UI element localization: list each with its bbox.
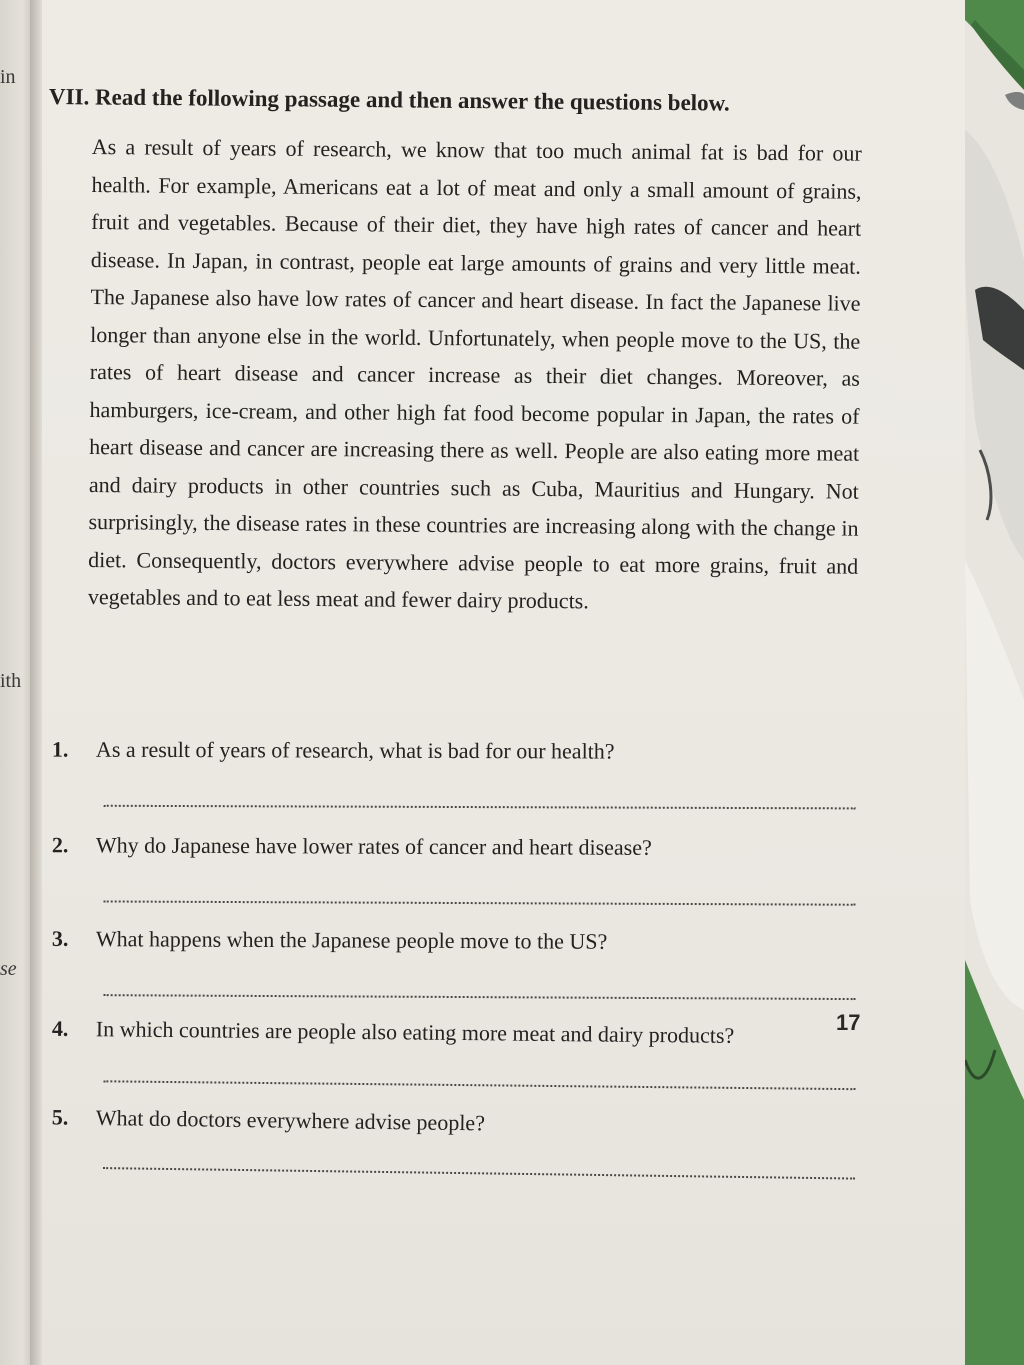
question-number: 2.: [51, 832, 69, 858]
left-page-fragment: se: [0, 958, 17, 980]
question-text: Why do Japanese have lower rates of cancer and heart disease?: [95, 832, 652, 860]
page-number: 17: [836, 1010, 861, 1035]
question-number: 5.: [51, 1104, 69, 1130]
left-page-edge: [0, 0, 32, 1365]
left-page-fragment: ith: [0, 670, 22, 692]
question-text: In which countries are people also eating more meat and dairy products?: [95, 1016, 735, 1048]
question-number: 4.: [51, 1015, 69, 1041]
question-text: As a result of years of research, what is bad for our health?: [95, 736, 615, 764]
question-text: What do doctors everywhere advise people?: [95, 1104, 486, 1136]
question-number: 3.: [51, 925, 69, 951]
left-page-fragment: in: [0, 66, 16, 88]
exercise-heading: VII. Read the following passage and then answer the questions below.: [48, 84, 730, 116]
cartoon-illustration: [965, 0, 1024, 1365]
reading-passage: As a result of years of research, we know that too much animal fat is bad for our health. For example, Americans eat a lot of meat and only a small amount of grains, fruit and vegetables. Because of their diet, they have high rates of cancer and heart disease. In Japan, in contrast, people eat large amounts of grains and very little meat. The Japanese also have low rates of cancer and heart disease. In fact the Japanese live longer than anyone else in the world. Unfortunately, when people move to the US, the rates of heart disease and cancer increase as their diet changes. Moreover, as hamburgers, ice-cream, and other high fat food become popular in Japan, the rates of heart disease and cancer are increasing there as well. People are also eating more meat and dairy products in other countries such as Cuba, Mauritius and Hungary. Not surprisingly, the disease rates in these countries are increasing along with the change in diet. Consequently, doctors everywhere advise people to eat more grains, fruit and vegetables and to eat less meat and fewer dairy products.: [87, 133, 862, 614]
question-text: What happens when the Japanese people move to the US?: [95, 926, 608, 954]
question-number: 1.: [51, 736, 69, 762]
cartoon-illustration-graphic: [965, 0, 1024, 1365]
